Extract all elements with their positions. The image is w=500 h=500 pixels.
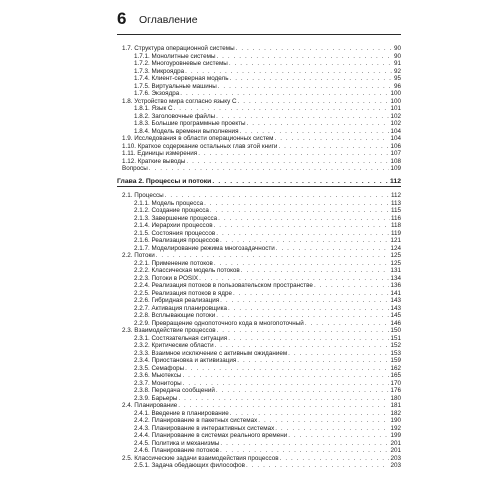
toc-leader-dots bbox=[204, 200, 390, 208]
toc-entry-page: 131 bbox=[390, 267, 401, 274]
toc-entry[interactable] bbox=[117, 222, 401, 230]
toc-entry[interactable] bbox=[117, 350, 401, 358]
table-of-contents bbox=[117, 45, 401, 470]
toc-entry-label: 1.12. Краткие выводы bbox=[122, 157, 186, 165]
toc-entry-label: 2.1. Процессы bbox=[122, 192, 164, 199]
toc-entry-label: Вопросы bbox=[122, 165, 148, 172]
toc-entry-label: 2.1.1. Модель процесса bbox=[134, 199, 204, 207]
toc-entry-page: 102 bbox=[390, 120, 401, 127]
toc-leader-dots bbox=[220, 440, 389, 448]
toc-entry-page: 203 bbox=[390, 454, 401, 462]
toc-entry-page: 125 bbox=[390, 259, 401, 267]
toc-entry[interactable] bbox=[117, 440, 401, 448]
toc-entry[interactable] bbox=[117, 395, 401, 403]
toc-leader-dots bbox=[198, 150, 389, 158]
toc-entry-page: 90 bbox=[393, 45, 401, 52]
toc-entry-label: 2.2. Потоки bbox=[122, 252, 155, 259]
toc-entry-label: 2.2.9. Превращение однопоточного кода в многопоточный bbox=[134, 319, 304, 327]
toc-entry-label: 2.3.2. Критические области bbox=[134, 342, 214, 349]
toc-entry-label: 2.5.1. Задача обедающих философов bbox=[134, 462, 245, 469]
toc-leader-dots bbox=[214, 222, 390, 230]
toc-entry-label: 1.8. Устройство мира согласно языку С bbox=[122, 97, 237, 105]
toc-entry-page: 170 bbox=[390, 379, 401, 387]
toc-entry[interactable] bbox=[117, 90, 401, 98]
toc-entry[interactable] bbox=[117, 192, 401, 200]
toc-entry[interactable] bbox=[117, 150, 401, 158]
toc-entry-label: 1.10. Краткое содержание остальных глав этой книги bbox=[122, 142, 278, 150]
toc-entry-label: 2.1.4. Иерархии процессов bbox=[134, 222, 213, 229]
toc-entry[interactable] bbox=[117, 297, 401, 305]
toc-entry-page: 165 bbox=[390, 372, 401, 379]
toc-entry-page: 125 bbox=[390, 252, 401, 259]
toc-entry-label: 1.9. Исследования в области операционных систем bbox=[122, 135, 274, 142]
toc-entry-page: 115 bbox=[390, 207, 401, 214]
toc-leader-dots bbox=[280, 455, 390, 463]
toc-leader-dots bbox=[237, 357, 389, 365]
toc-entry-label: 1.7.5. Виртуальные машины bbox=[134, 82, 217, 90]
toc-entry-label: 2.2.8. Всплывающие потоки bbox=[134, 312, 216, 319]
toc-entry-page: 143 bbox=[390, 304, 401, 312]
toc-leader-dots bbox=[182, 372, 389, 380]
toc-entry[interactable] bbox=[117, 83, 401, 91]
toc-entry-label: 2.3.6. Мьютексы bbox=[134, 372, 182, 379]
toc-entry-label: 2.2.3. Потоки в POSIX bbox=[134, 274, 199, 282]
toc-entry-page: 95 bbox=[393, 75, 401, 82]
toc-leader-dots bbox=[218, 83, 393, 91]
toc-leader-dots bbox=[228, 335, 389, 343]
toc-entry-page: 104 bbox=[390, 127, 401, 135]
toc-leader-dots bbox=[238, 98, 390, 106]
toc-entry[interactable] bbox=[117, 290, 401, 298]
toc-entry[interactable] bbox=[117, 135, 401, 143]
toc-entry-label: 2.2.5. Реализация потоков в ядре bbox=[134, 289, 232, 297]
toc-leader-dots bbox=[199, 275, 389, 283]
toc-leader-dots bbox=[216, 53, 393, 61]
toc-entry-page: 201 bbox=[390, 447, 401, 454]
toc-entry-label: 2.1.2. Создание процесса bbox=[134, 207, 209, 214]
toc-entry[interactable] bbox=[117, 417, 401, 425]
toc-entry-page: 190 bbox=[390, 417, 401, 424]
toc-entry-page: 136 bbox=[390, 282, 401, 289]
toc-entry-page: 162 bbox=[390, 364, 401, 372]
toc-entry-label: 2.1.7. Моделирование режима многозадачности bbox=[134, 244, 275, 252]
toc-entry-page: 146 bbox=[390, 319, 401, 327]
toc-leader-dots bbox=[278, 143, 389, 151]
toc-leader-dots bbox=[229, 60, 393, 68]
toc-entry[interactable] bbox=[117, 143, 401, 151]
toc-entry-page: 143 bbox=[390, 297, 401, 304]
toc-entry-page: 150 bbox=[390, 327, 401, 334]
toc-leader-dots bbox=[185, 68, 393, 76]
toc-entry-label: 2.4. Планирование bbox=[122, 402, 178, 409]
toc-leader-dots bbox=[258, 417, 389, 425]
toc-leader-dots bbox=[174, 105, 390, 113]
toc-leader-dots bbox=[216, 113, 389, 121]
toc-entry-page: 91 bbox=[393, 60, 401, 67]
toc-entry-label: 2.4.5. Политика и механизмы bbox=[134, 439, 220, 447]
toc-entry[interactable] bbox=[117, 165, 401, 173]
toc-entry-page: 181 bbox=[390, 402, 401, 409]
toc-entry-page: 176 bbox=[390, 387, 401, 394]
toc-entry[interactable] bbox=[117, 275, 401, 283]
header-title: Оглавление bbox=[139, 14, 198, 26]
toc-leader-dots bbox=[210, 207, 390, 215]
toc-entry[interactable] bbox=[117, 447, 401, 455]
toc-entry[interactable] bbox=[117, 75, 401, 83]
toc-entry-page: 113 bbox=[390, 199, 401, 207]
toc-leader-dots bbox=[288, 432, 389, 440]
toc-entry[interactable] bbox=[117, 245, 401, 253]
toc-entry-label: 2.3.1. Состязательная ситуация bbox=[134, 334, 228, 342]
toc-entry-label: 2.3.8. Передача сообщений bbox=[134, 387, 215, 394]
toc-leader-dots bbox=[220, 237, 390, 245]
toc-entry-page: 101 bbox=[390, 105, 401, 112]
toc-entry-page: 107 bbox=[390, 150, 401, 157]
toc-entry-label: 2.2.7. Активация планировщика bbox=[134, 304, 228, 312]
toc-entry-label: 2.2.1. Применение потоков bbox=[134, 259, 213, 267]
toc-leader-dots bbox=[305, 320, 390, 328]
page-number: 6 bbox=[117, 9, 127, 28]
toc-entry-page: 108 bbox=[390, 157, 401, 165]
toc-leader-dots bbox=[156, 252, 390, 260]
toc-entry[interactable] bbox=[117, 252, 401, 260]
toc-entry-label: 2.3.9. Барьеры bbox=[134, 394, 178, 402]
toc-leader-dots bbox=[214, 260, 390, 268]
toc-entry[interactable] bbox=[117, 282, 401, 290]
toc-entry[interactable] bbox=[117, 335, 401, 343]
toc-leader-dots bbox=[183, 380, 390, 388]
toc-leader-dots bbox=[165, 192, 390, 200]
toc-entry-label: 2.3.3. Взаимное исключение с активным ожиданием bbox=[134, 349, 288, 357]
toc-entry-page: 124 bbox=[390, 244, 401, 252]
toc-entry[interactable] bbox=[117, 365, 401, 373]
toc-entry-label: 2.2.4. Реализация потоков в пользовательском пространстве bbox=[134, 282, 313, 289]
toc-entry-page: 192 bbox=[390, 424, 401, 432]
toc-entry[interactable] bbox=[117, 215, 401, 223]
toc-entry-page: 92 bbox=[393, 67, 401, 75]
page-header bbox=[117, 6, 401, 35]
toc-entry-page: 100 bbox=[390, 90, 401, 97]
toc-leader-dots bbox=[216, 312, 389, 320]
toc-chapter-label: Глава 2. Процессы и потоки bbox=[117, 177, 212, 185]
toc-section-chapter-2 bbox=[117, 192, 401, 470]
toc-entry[interactable] bbox=[117, 200, 401, 208]
toc-entry-label: 2.4.3. Планирование в интерактивных системах bbox=[134, 424, 275, 432]
toc-leader-dots bbox=[275, 425, 389, 433]
toc-entry-page: 199 bbox=[390, 432, 401, 439]
toc-leader-dots bbox=[216, 230, 390, 238]
toc-leader-dots bbox=[178, 395, 389, 403]
toc-entry-page: 109 bbox=[390, 165, 401, 172]
toc-chapter-heading[interactable] bbox=[117, 178, 401, 186]
toc-entry-page: 118 bbox=[390, 222, 401, 229]
toc-entry-page: 151 bbox=[390, 334, 401, 342]
toc-entry[interactable] bbox=[117, 230, 401, 238]
toc-entry-label: 1.7. Структура операционной системы bbox=[122, 45, 235, 52]
toc-entry[interactable] bbox=[117, 320, 401, 328]
toc-entry[interactable] bbox=[117, 158, 401, 166]
toc-entry[interactable] bbox=[117, 387, 401, 395]
toc-entry[interactable] bbox=[117, 98, 401, 106]
toc-entry-page: 152 bbox=[390, 342, 401, 349]
toc-entry[interactable] bbox=[117, 53, 401, 61]
toc-leader-dots bbox=[314, 282, 390, 290]
toc-entry-page: 106 bbox=[390, 142, 401, 150]
toc-entry-label: 2.4.2. Планирование в пакетных системах bbox=[134, 417, 258, 424]
toc-entry[interactable] bbox=[117, 342, 401, 350]
toc-entry[interactable] bbox=[117, 432, 401, 440]
toc-leader-dots bbox=[149, 165, 390, 173]
toc-leader-dots bbox=[241, 267, 390, 275]
toc-leader-dots bbox=[185, 365, 389, 373]
toc-leader-dots bbox=[239, 128, 389, 136]
toc-entry-label: 2.1.3. Завершение процесса bbox=[134, 214, 218, 222]
toc-entry[interactable] bbox=[117, 68, 401, 76]
toc-leader-dots bbox=[230, 75, 393, 83]
toc-leader-dots bbox=[247, 120, 390, 128]
toc-entry[interactable] bbox=[117, 327, 401, 335]
toc-leader-dots bbox=[218, 215, 390, 223]
toc-entry-page: 203 bbox=[390, 462, 401, 469]
toc-entry[interactable] bbox=[117, 60, 401, 68]
toc-entry-page: 141 bbox=[390, 289, 401, 297]
toc-entry[interactable] bbox=[117, 357, 401, 365]
toc-entry-label: 2.5. Классические задачи взаимодействия процессов bbox=[122, 454, 279, 462]
toc-entry[interactable] bbox=[117, 105, 401, 113]
toc-entry-label: 1.7.1. Монолитные системы bbox=[134, 52, 216, 60]
toc-entry[interactable] bbox=[117, 372, 401, 380]
toc-entry-label: 2.1.5. Состояния процессов bbox=[134, 229, 216, 237]
toc-entry[interactable] bbox=[117, 267, 401, 275]
toc-leader-dots bbox=[178, 402, 389, 410]
toc-entry-label: 1.7.2. Многоуровневые системы bbox=[134, 60, 228, 67]
toc-entry-label: 2.4.6. Планирование потоков bbox=[134, 447, 219, 454]
toc-leader-dots bbox=[230, 410, 390, 418]
toc-entry-page: 201 bbox=[390, 439, 401, 447]
toc-entry-label: 2.1.6. Реализация процессов bbox=[134, 237, 219, 244]
toc-entry[interactable] bbox=[117, 45, 401, 53]
toc-entry[interactable] bbox=[117, 462, 401, 470]
toc-entry-label: 1.7.6. Экзоядра bbox=[134, 90, 180, 97]
toc-leader-dots bbox=[217, 327, 390, 335]
toc-entry-label: 1.7.4. Клиент-серверная модель bbox=[134, 75, 229, 82]
toc-entry[interactable] bbox=[117, 425, 401, 433]
toc-entry-label: 2.2.2. Классическая модель потоков bbox=[134, 267, 240, 274]
toc-entry[interactable] bbox=[117, 128, 401, 136]
toc-entry-page: 159 bbox=[390, 357, 401, 364]
toc-leader-dots bbox=[180, 90, 389, 98]
toc-section-chapter-1 bbox=[117, 45, 401, 173]
toc-entry[interactable] bbox=[117, 260, 401, 268]
toc-entry-label: 1.8.3. Большие программные проекты bbox=[134, 120, 246, 127]
toc-entry-page: 119 bbox=[390, 229, 401, 237]
toc-entry[interactable] bbox=[117, 402, 401, 410]
toc-entry-label: 1.8.1. Язык С bbox=[134, 105, 173, 112]
toc-leader-dots bbox=[275, 135, 390, 143]
toc-entry-page: 104 bbox=[390, 135, 401, 142]
toc-entry[interactable] bbox=[117, 380, 401, 388]
chapter-divider bbox=[117, 186, 401, 187]
toc-entry-label: 2.3.7. Мониторы bbox=[134, 379, 182, 387]
toc-entry-page: 182 bbox=[390, 409, 401, 417]
toc-entry[interactable] bbox=[117, 237, 401, 245]
toc-entry-label: 1.8.2. Заголовочные файлы bbox=[134, 112, 216, 120]
toc-entry[interactable] bbox=[117, 207, 401, 215]
toc-entry[interactable] bbox=[117, 305, 401, 313]
toc-entry-label: 2.2.6. Гибридная реализация bbox=[134, 297, 220, 304]
toc-entry-page: 145 bbox=[390, 312, 401, 319]
toc-leader-dots bbox=[276, 245, 390, 253]
toc-entry-label: 2.4.1. Введение в планирование bbox=[134, 409, 229, 417]
toc-entry-page: 134 bbox=[390, 274, 401, 282]
toc-entry[interactable] bbox=[117, 312, 401, 320]
toc-leader-dots bbox=[236, 45, 393, 53]
toc-entry-page: 116 bbox=[390, 214, 401, 222]
toc-entry-label: 1.8.4. Модель времени выполнения bbox=[134, 127, 239, 135]
toc-entry-page: 90 bbox=[393, 52, 401, 60]
toc-entry-label: 2.3.4. Приостановка и активизация bbox=[134, 357, 237, 364]
toc-entry-label: 1.7.3. Микроядра bbox=[134, 67, 185, 75]
toc-leader-dots bbox=[216, 387, 390, 395]
toc-entry-page: 100 bbox=[390, 97, 401, 105]
toc-leader-dots bbox=[288, 350, 389, 358]
toc-entry[interactable] bbox=[117, 410, 401, 418]
toc-leader-dots bbox=[220, 297, 389, 305]
toc-entry[interactable] bbox=[117, 455, 401, 463]
toc-entry[interactable] bbox=[117, 113, 401, 121]
toc-leader-dots bbox=[220, 447, 389, 455]
toc-leader-dots bbox=[186, 158, 389, 166]
toc-entry[interactable] bbox=[117, 120, 401, 128]
toc-leader-dots bbox=[228, 305, 389, 313]
toc-entry-page: 96 bbox=[393, 82, 401, 90]
toc-entry-label: 2.4.4. Планирование в системах реального времени bbox=[134, 432, 288, 439]
toc-entry-label: 1.11. Единицы измерения bbox=[122, 150, 198, 157]
toc-entry-page: 112 bbox=[390, 192, 401, 199]
toc-leader-dots bbox=[246, 462, 390, 470]
toc-entry-page: 153 bbox=[390, 349, 401, 357]
toc-entry-page: 121 bbox=[390, 237, 401, 244]
toc-leader-dots bbox=[233, 290, 389, 298]
toc-chapter-page: 112 bbox=[390, 177, 401, 185]
toc-leader-dots bbox=[215, 342, 390, 350]
toc-entry-label: 2.3.5. Семафоры bbox=[134, 364, 185, 372]
toc-entry-page: 180 bbox=[390, 394, 401, 402]
toc-entry-label: 2.3. Взаимодействие процессов bbox=[122, 327, 216, 334]
toc-entry-page: 102 bbox=[390, 112, 401, 120]
